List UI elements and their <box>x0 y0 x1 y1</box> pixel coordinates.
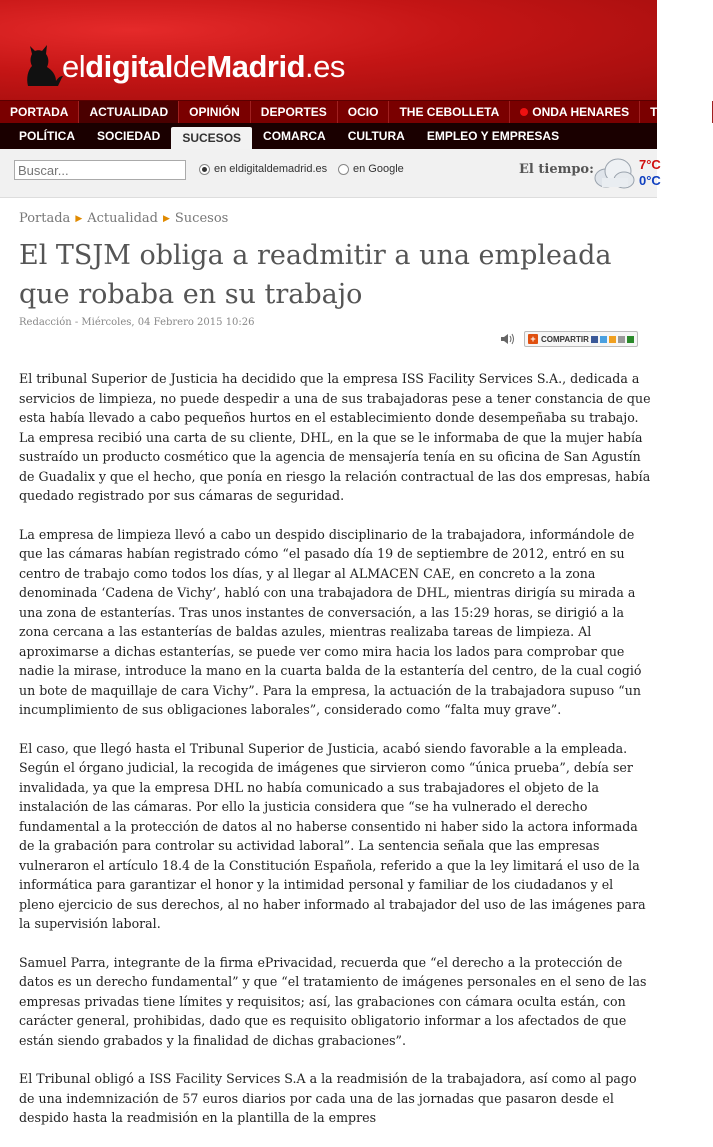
plus-icon: + <box>528 334 538 344</box>
search-input[interactable] <box>14 160 186 180</box>
radio-site-search[interactable] <box>199 164 210 175</box>
nav-portada[interactable]: PORTADA <box>0 101 79 123</box>
breadcrumb-arrow-icon: ▶ <box>162 214 170 224</box>
nav-te-escucho[interactable]: TE ESCU <box>640 101 713 123</box>
article-paragraph: La empresa de limpieza llevó a cabo un despido disciplinario de la trabajadora, informándole de que las cámaras habían registrado cómo “el pasado día 19 de septiembre de 2012, entró en su centro de trabajo como todos los días, y al llegar al ALMACEN CAE, en concreto a la zona denominada ‘Cadena de Vichy’, habló con una trabajadora de DHL, mientras dirigía su mirada a una zona de estanterías. Tras unos instantes de conversación, a las 15:29 horas, se dirigió a la zona cercana a las estanterías de baldas azules, mientras realizaba tareas de limpieza. Al aproximarse a dichas estanterías, se puede ver como mira hacia los lados para comprobar que nadie la mirase, introduce la mano en la cuarta balda de la estantería del centro, de la cual cogió un bote de maquillaje de cara Vichy”. Para la empresa, la actuación de la trabajadora supuso “un incumplimiento de sus obligaciones laborales”, considerado como “falta muy grave”. <box>19 526 642 717</box>
main-nav <box>0 100 703 123</box>
email-icon <box>627 336 634 343</box>
subnav-politica[interactable]: POLÍTICA <box>19 129 75 143</box>
article-tools <box>500 331 638 347</box>
article-body <box>19 369 651 1147</box>
radio-google-search[interactable] <box>338 164 349 175</box>
breadcrumb-actualidad[interactable]: Actualidad <box>87 211 158 226</box>
subnav-empleo-y-empresas[interactable]: EMPLEO Y EMPRESAS <box>426 129 560 143</box>
article-meta: Redacción - Miércoles, 04 Febrero 2015 10:26 <box>19 317 255 328</box>
breadcrumb-sucesos[interactable]: Sucesos <box>174 211 229 226</box>
subnav-sociedad[interactable]: SOCIEDAD <box>97 129 161 143</box>
speaker-icon[interactable] <box>500 332 515 346</box>
nav-actualidad[interactable]: ACTUALIDAD <box>79 101 179 123</box>
radio-site-search-label: en eldigitaldemadrid.es <box>214 163 328 175</box>
facebook-icon <box>591 336 598 343</box>
article-paragraph: Samuel Parra, integrante de la firma ePrivacidad, recuerda que “el derecho a la protección de datos es un derecho fundamental” y que “el tratamiento de imágenes personales en el seno de las empresas privadas tiene límites y requisitos; así, las grabaciones con cámara oculta están, con carácter general, prohibidas, dado que es requisito obligatorio informar a los afectados de que están siendo grabados y la finalidad de dichas grabaciones”. <box>19 954 647 1048</box>
subnav-comarca[interactable]: COMARCA <box>263 129 326 143</box>
logo-el: el <box>62 49 86 84</box>
article-paragraph: El caso, que llegó hasta el Tribunal Superior de Justicia, acabó siendo favorable a la empleada. Según el órgano judicial, la recogida de imágenes que sirvieron como “única prueba”, debía ser invalidada, ya que la empresa DHL no había comunicado a sus trabajadores el objeto de la instalación de las cámaras. Por ello la justicia considera que “se ha vulnerado el derecho fundamental a la protección de datos al no haberse consentido ni haber sido la actora informada de la grabación para controlar su actividad laboral”. La sentencia señala que las empresas vulneraron el artículo 18.4 de la Constitución Española, referido a que la ley limitará el uso de la informática para garantizar el honor y la intimidad personal y familiar de los ciudadanos y el pleno ejercicio de sus derechos, al no haber informado al trabajador del uso de las imágenes para la supervisión laboral. <box>19 740 646 931</box>
nav-the-cebolleta[interactable]: THE CEBOLLETA <box>389 101 510 123</box>
nav-onda-henares[interactable] <box>510 101 640 123</box>
search-bar <box>0 149 661 198</box>
live-dot-icon <box>520 108 528 116</box>
logo-digital: digital <box>85 49 173 84</box>
nav-deportes[interactable]: DEPORTES <box>251 101 338 123</box>
article-title: El TSJM obliga a readmitir a una empleada que robaba en su trabajo <box>19 240 612 310</box>
print-icon <box>618 336 625 343</box>
share-button[interactable] <box>524 331 638 347</box>
breadcrumb <box>19 211 228 226</box>
article-paragraph: El Tribunal obligó a ISS Facility Services S.A a la readmisión de la trabajadora, así como al pago de una indemnización de 57 euros diarios por cada una de las jornadas que pasaron desde el despido hasta la readmisión en la plantilla de la empres <box>19 1071 637 1125</box>
star-icon <box>609 336 616 343</box>
subnav-sucesos[interactable]: SUCESOS <box>171 127 252 149</box>
radio-google-search-label: en Google <box>353 163 404 175</box>
weather-label: El tiempo: <box>519 162 594 177</box>
cloud-icon <box>592 154 636 190</box>
twitter-icon <box>600 336 607 343</box>
site-logo[interactable] <box>20 36 345 86</box>
nav-ocio[interactable]: OCIO <box>338 101 390 123</box>
logo-de: de <box>172 49 207 84</box>
cat-silhouette-icon <box>20 40 64 86</box>
logo-tld: .es <box>305 49 345 84</box>
breadcrumb-arrow-icon: ▶ <box>75 214 83 224</box>
subnav-cultura[interactable]: CULTURA <box>347 129 405 143</box>
nav-onda-henares-label: ONDA HENARES <box>532 105 630 119</box>
breadcrumb-portada[interactable]: Portada <box>19 211 71 226</box>
nav-opinion[interactable]: OPINIÓN <box>179 101 251 123</box>
site-header <box>0 0 657 100</box>
sub-nav <box>0 123 657 149</box>
site-name <box>62 51 345 82</box>
article-paragraph: El tribunal Superior de Justicia ha decidido que la empresa ISS Facility Services S.A., dedicada a servicios de limpieza, no puede despedir a una de sus trabajadoras pese a tener constancia de que esta había llevado a cabo pequeños hurtos en el establecimiento donde desempeñaba su trabajo. La empresa recibió una carta de su cliente, DHL, en la que se le informaba de que la mujer había sustraído un producto cosmético que la agencia de mensajería tenía en su oficina de San Agustín de Guadalix y que el hecho, que ponía en riesgo la relación contractual de las dos empresas, había quedado registrado por sus cámaras de seguridad. <box>19 371 651 503</box>
share-label: COMPARTIR <box>541 334 589 344</box>
temperature-high: 7°C <box>639 157 661 172</box>
logo-madrid: Madrid <box>206 49 306 84</box>
temperature-low: 0°C <box>639 173 661 188</box>
